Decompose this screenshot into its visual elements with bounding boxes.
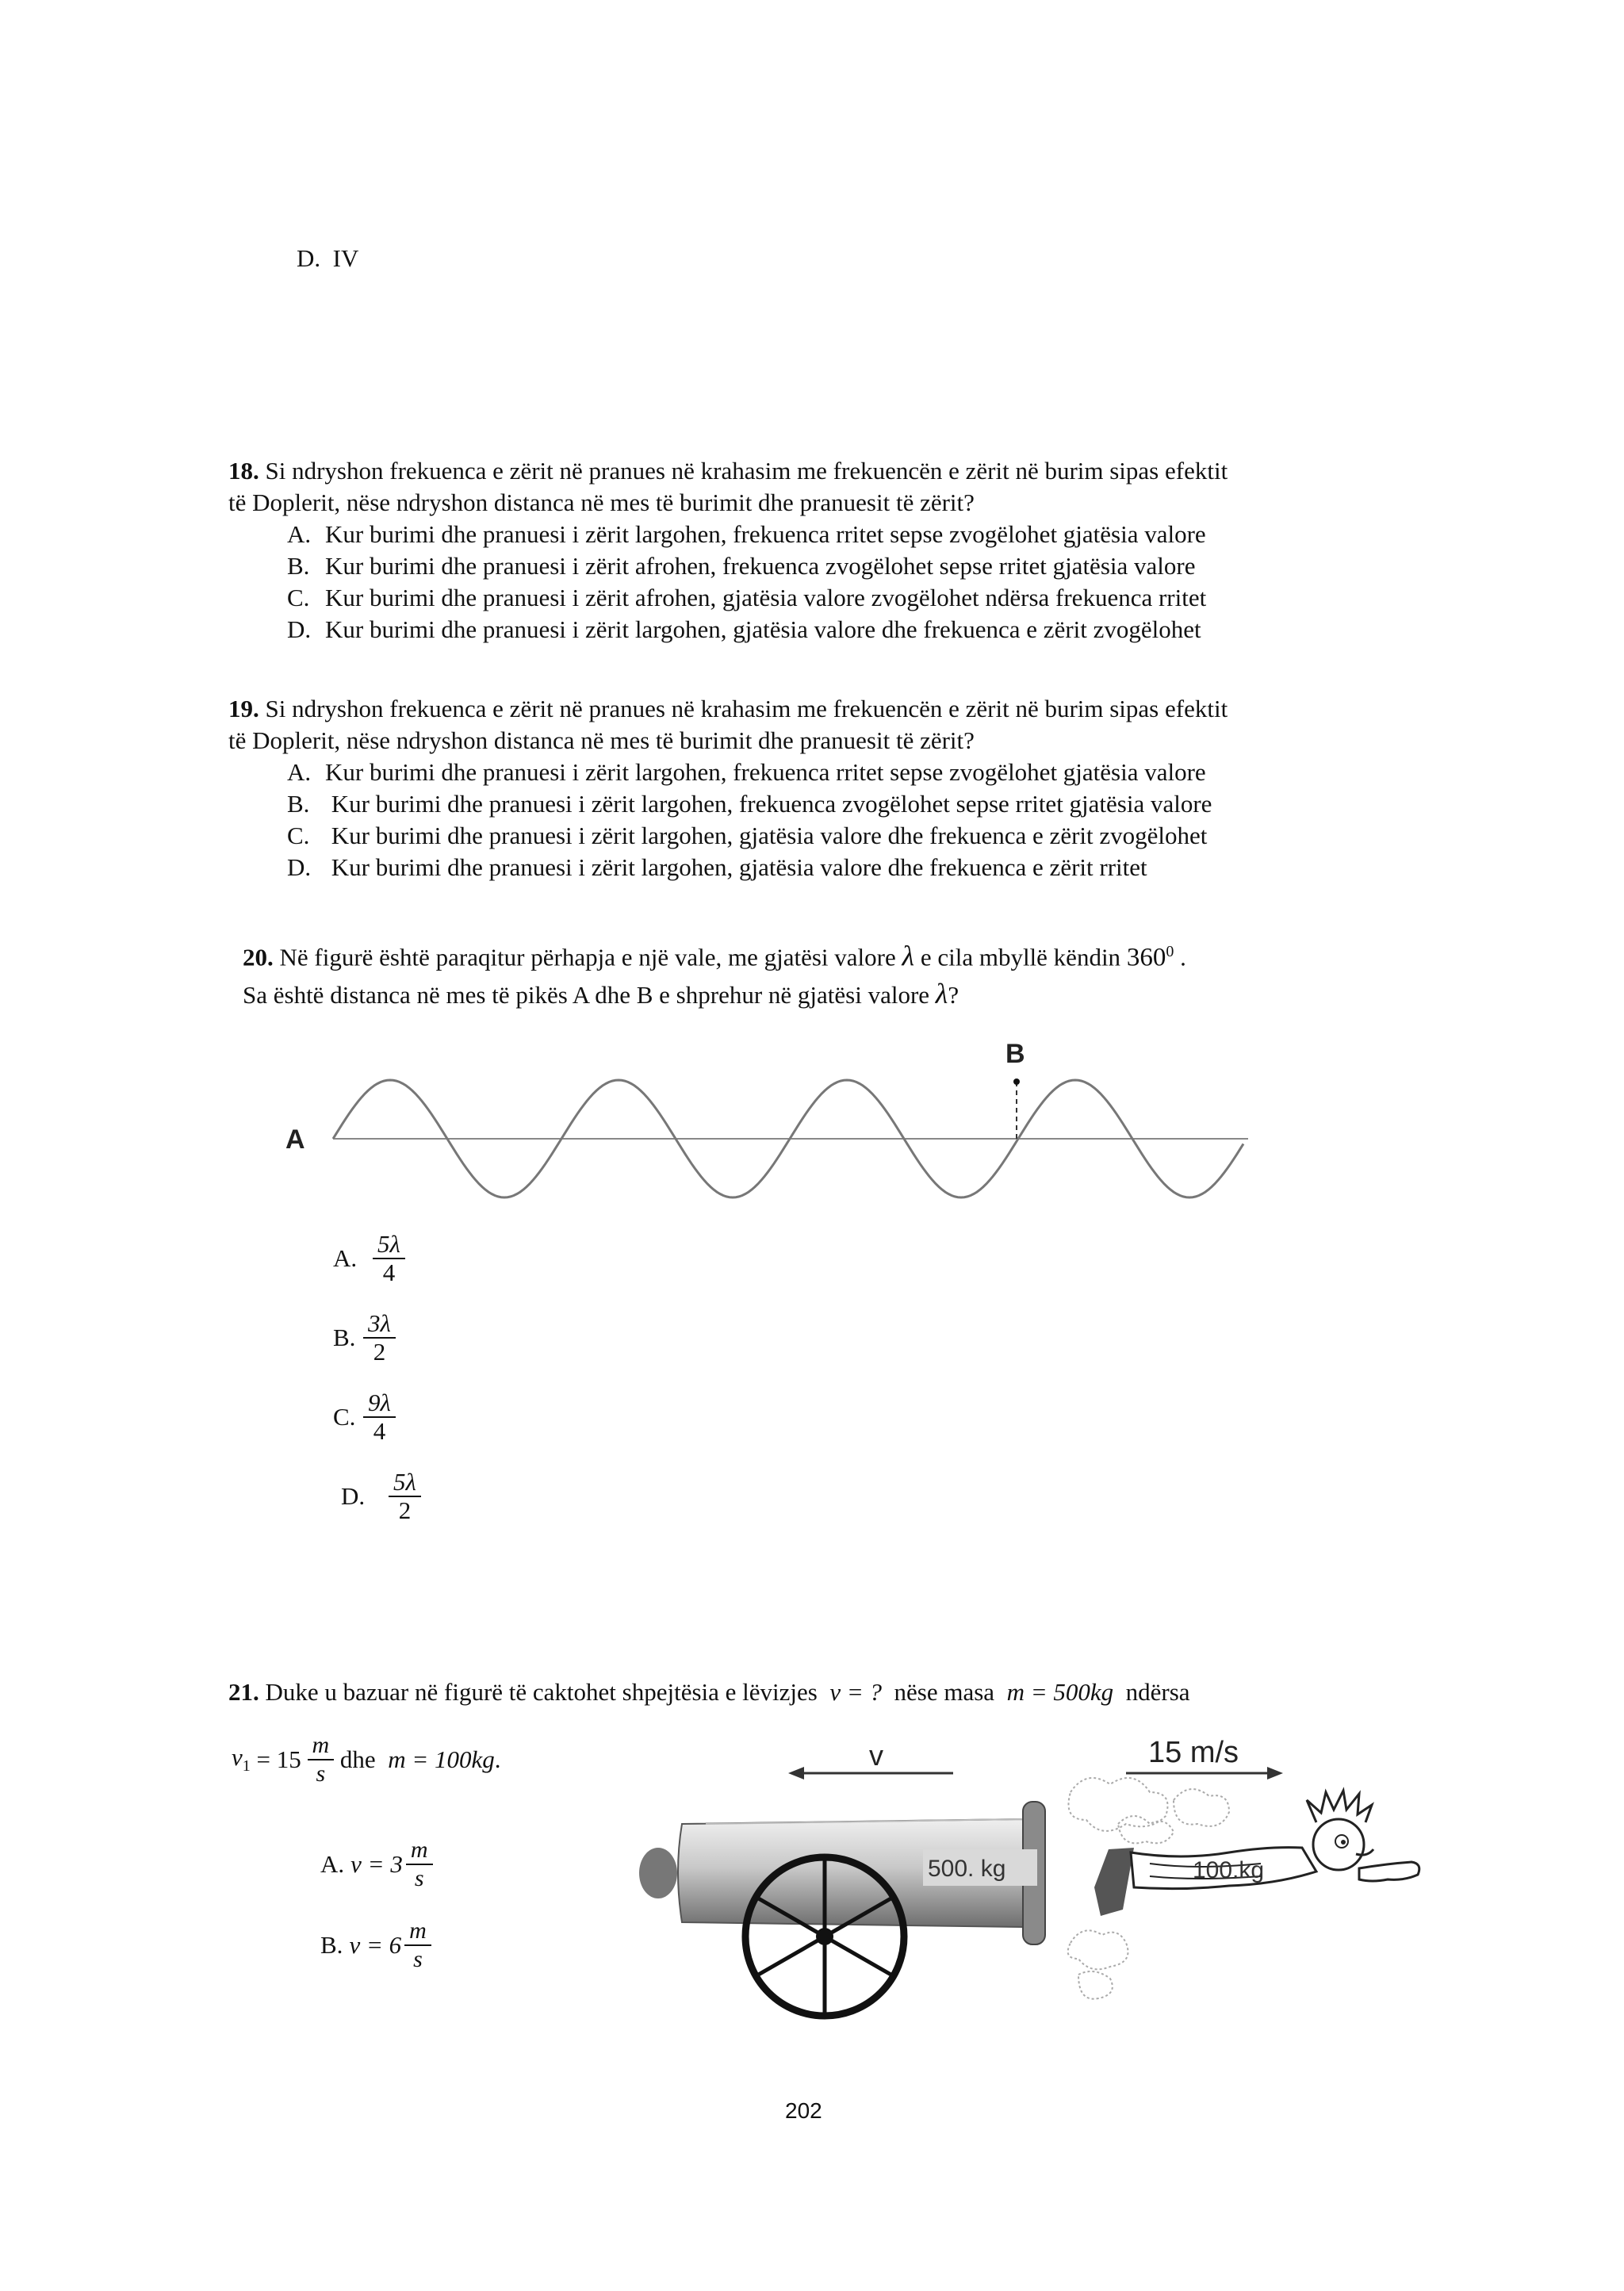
- point-b-marker: [1013, 1078, 1020, 1085]
- q19-option-c[interactable]: C. Kur burimi dhe pranuesi i zërit largohen, gjatësia valore dhe frekuenca e zërit zvogëlohet: [287, 822, 1208, 849]
- denominator: 2: [373, 1338, 386, 1366]
- numerator: 5λ: [373, 1231, 405, 1259]
- numerator: m: [404, 1917, 431, 1946]
- equation-m1: m = 500kg: [1006, 1678, 1114, 1706]
- unit-fraction: [406, 1837, 433, 1892]
- q20-option-c[interactable]: [333, 1389, 396, 1445]
- option-letter: D.: [341, 1482, 366, 1510]
- option-letter: B.: [320, 1931, 343, 1959]
- option-letter: A.: [333, 1244, 358, 1272]
- v-letter: v: [232, 1743, 243, 1772]
- option-text: IV: [332, 244, 359, 272]
- punctuation: .: [1180, 943, 1186, 971]
- punctuation: ?: [948, 981, 959, 1009]
- question-19-line-2: të Doplerit, nëse ndryshon distanca në mes të burimit dhe pranuesit të zërit?: [228, 726, 975, 754]
- question-19: [228, 693, 1228, 883]
- denominator: s: [316, 1760, 326, 1787]
- question-number: 19.: [228, 695, 259, 722]
- question-text: Në figurë është paraqitur përhapja e një vale, me gjatësi valore: [279, 943, 896, 971]
- question-text: Si ndryshon frekuenca e zërit në pranues në krahasim me frekuencën e zërit në burim sipas efektit: [265, 457, 1228, 485]
- question-text: Sa është distanca në mes të pikës A dhe B e shprehur në gjatësi valore: [243, 981, 930, 1009]
- denominator: 4: [373, 1417, 386, 1445]
- q18-option-b[interactable]: B. Kur burimi dhe pranuesi i zërit afrohen, frekuenca zvogëlohet sepse rritet gjatësia valore: [287, 552, 1196, 580]
- numerator: 9λ: [363, 1389, 396, 1418]
- numerator: m: [308, 1732, 335, 1760]
- velocity-15-label: 15 m/s: [1148, 1736, 1239, 1769]
- question-18: [228, 455, 1228, 646]
- fraction: [363, 1310, 396, 1366]
- fraction: [373, 1231, 405, 1286]
- page-number: 202: [785, 2098, 822, 2123]
- q20-option-d[interactable]: [341, 1469, 421, 1524]
- q19-option-a[interactable]: A. Kur burimi dhe pranuesi i zërit largohen, frekuenca rritet sepse zvogëlohet gjatësia valore: [287, 758, 1206, 786]
- cannon-wheel: [745, 1857, 904, 2016]
- lambda-symbol: λ: [902, 940, 915, 972]
- question-20-line-2: [243, 978, 1186, 1011]
- unit-fraction: [308, 1732, 335, 1787]
- flying-person: [1094, 1791, 1419, 1916]
- lambda-symbol: λ: [935, 978, 948, 1010]
- question-18-line-2: të Doplerit, nëse ndryshon distanca në mes të burimit dhe pranuesit të zërit?: [228, 488, 975, 516]
- denominator: s: [414, 1865, 424, 1891]
- question-text: Si ndryshon frekuenca e zërit në pranues në krahasim me frekuencën e zërit në burim sipas efektit: [265, 695, 1228, 722]
- q18-option-a[interactable]: A. Kur burimi dhe pranuesi i zërit largohen, frekuenca rritet sepse zvogëlohet gjatësia valore: [287, 520, 1206, 548]
- option-value: v = 6: [349, 1931, 402, 1959]
- q18-option-d[interactable]: D. Kur burimi dhe pranuesi i zërit largohen, gjatësia valore dhe frekuenca e zërit zvogëlohet: [287, 615, 1201, 643]
- angle-degree: 0: [1166, 943, 1174, 960]
- question-text: e cila mbyllë këndin: [920, 943, 1121, 971]
- question-text: Duke u bazuar në figurë të caktohet shpejtësia e lëvizjes: [265, 1678, 818, 1706]
- question-number: 21.: [228, 1678, 259, 1706]
- cannon-figure: [626, 1729, 1435, 2022]
- numerator: 3λ: [363, 1310, 396, 1339]
- cannon-mass-label: 500. kg: [928, 1856, 1006, 1882]
- denominator: 4: [382, 1259, 396, 1286]
- wave-figure: [270, 1031, 1269, 1221]
- equation-v: v = ?: [829, 1678, 883, 1706]
- question-text: nëse masa: [894, 1678, 995, 1706]
- angle-value: 360: [1126, 943, 1166, 972]
- v-subscript: 1: [242, 1757, 251, 1776]
- q19-option-b[interactable]: B. Kur burimi dhe pranuesi i zërit largohen, frekuenca zvogëlohet sepse rritet gjatësia valore: [287, 790, 1212, 818]
- question-text: ndërsa: [1125, 1678, 1190, 1706]
- question-number: 20.: [243, 943, 274, 971]
- option-letter: C.: [333, 1403, 356, 1431]
- point-a-label: A: [285, 1124, 305, 1155]
- v1-symbol: [232, 1743, 251, 1776]
- q21-option-b[interactable]: [320, 1917, 431, 1973]
- punctuation: .: [494, 1745, 501, 1773]
- numerator: 5λ: [389, 1469, 421, 1497]
- velocity-v-label: v: [869, 1739, 883, 1772]
- q21-option-a[interactable]: [320, 1837, 433, 1892]
- q18-option-c[interactable]: C. Kur burimi dhe pranuesi i zërit afrohen, gjatësia valore zvogëlohet ndërsa frekuenca rritet: [287, 584, 1207, 611]
- question-18-line-1: [228, 455, 1228, 487]
- q20-option-b[interactable]: [333, 1310, 396, 1366]
- option-letter: B.: [333, 1324, 356, 1351]
- prev-question-option-d: [297, 243, 358, 274]
- question-19-options: [228, 757, 1228, 883]
- q20-option-a[interactable]: [333, 1231, 405, 1286]
- fraction: [389, 1469, 421, 1524]
- option-letter: A.: [320, 1850, 345, 1878]
- question-20-line-1: [243, 936, 1186, 973]
- question-18-options: [228, 519, 1228, 646]
- v1-value: = 15: [250, 1745, 301, 1773]
- numerator: m: [406, 1837, 433, 1865]
- question-21-line-2: [232, 1732, 501, 1787]
- denominator: 2: [398, 1496, 412, 1524]
- equation-m2: m = 100kg: [388, 1745, 495, 1773]
- question-21-line-1: [228, 1676, 1190, 1708]
- question-20: [243, 936, 1186, 1011]
- option-letter: D.: [297, 244, 321, 272]
- point-b-label: B: [1005, 1039, 1025, 1069]
- fraction: [363, 1389, 396, 1445]
- question-19-line-1: [228, 693, 1228, 725]
- q19-option-d[interactable]: D. Kur burimi dhe pranuesi i zërit largohen, gjatësia valore dhe frekuenca e zërit rritet: [287, 853, 1147, 881]
- option-value: v = 3: [350, 1850, 403, 1878]
- denominator: s: [413, 1946, 423, 1972]
- question-number: 18.: [228, 457, 259, 485]
- unit-fraction: [404, 1917, 431, 1973]
- person-mass-label: 100.kg: [1193, 1857, 1265, 1883]
- conjunction: dhe: [339, 1745, 376, 1773]
